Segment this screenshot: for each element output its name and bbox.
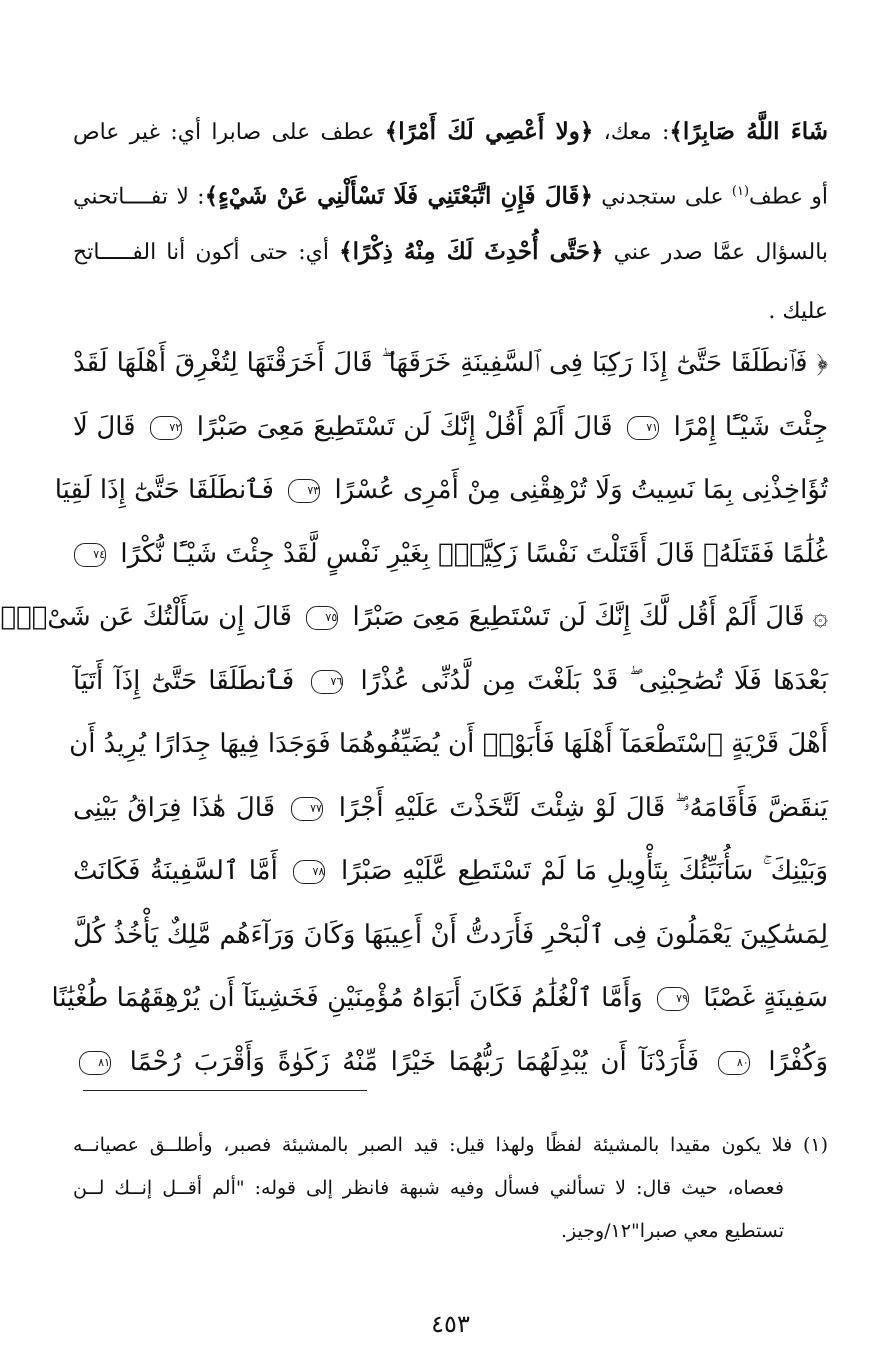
verse-text: وَأَمَّا ٱلْغُلَٰمُ فَكَانَ أَبَوَاهُ مُؤْمِنَيْنِ فَخَشِينَآ أَن يُرْهِقَهُمَا طُغْيَٰنًا xyxy=(51,983,643,1013)
commentary-text: أي: حتى أكون أنا الفـــــاتح xyxy=(73,240,340,265)
verse-text: قَالَ إِن سَأَلْتُكَ عَن شَىْءٍۭ xyxy=(0,602,292,632)
ayah-number-marker: ٨٠ xyxy=(718,1051,750,1075)
page-number: ٤٥٣ xyxy=(431,1310,470,1338)
quran-line xyxy=(54,465,828,529)
verse-text: لِمَسَٰكِينَ يَعْمَلُونَ فِى ٱلْبَحْرِ فَأَرَدتُّ أَنْ أَعِيبَهَا وَكَانَ وَرَآءَهُم مَّلِكٌ يَأْخُذُ كُلَّ xyxy=(73,919,828,950)
verse-text: غُلَٰمًا فَقَتَلَهُۥ قَالَ أَقَتَلْتَ نَفْسًا زَكِيَّةًۢ بِغَيْرِ نَفْسٍ لَّقَدْ جِئْتَ شَيْـًٔا نُّكْرًا xyxy=(120,538,828,569)
footnote-line: فعصاه، حيث قال: لا تسألني فسأل وفيه شبهة فانظر إلى قوله: "ألم أقــل إنــك لــن xyxy=(73,1177,784,1199)
verse-text: أَهْلَ قَرْيَةٍ ٱسْتَطْعَمَآ أَهْلَهَا فَأَبَوْا۟ أَن يُضَيِّفُوهُمَا فَوَجَدَا فِيهَا جِدَارًا يُرِيدُ أَن xyxy=(69,729,828,759)
verse-text: يَنقَضَّ فَأَقَامَهُۥ ۖ قَالَ لَوْ شِئْتَ لَتَّخَذْتَ عَلَيْهِ أَجْرًا xyxy=(338,792,829,823)
quran-quote: ﴿حَتَّى أُحْدِثَ لَكَ مِنْهُ ذِكْرًا﴾ xyxy=(339,238,604,265)
quran-line xyxy=(73,910,828,974)
ayah-number-marker: ٧٣ xyxy=(288,479,320,503)
commentary-text: أو عطف xyxy=(749,184,828,210)
quran-line xyxy=(73,529,828,593)
quran-line xyxy=(51,973,828,1037)
quran-text xyxy=(0,338,829,1100)
commentary-text: : لا تفــــاتحني xyxy=(73,184,205,210)
commentary-line-4: عليك . xyxy=(768,299,828,324)
ayah-number-marker: ٧٢ xyxy=(150,416,182,440)
verse-text: وَكُفْرًا xyxy=(768,1046,829,1077)
verse-text: جِئْتَ شَيْـًٔا إِمْرًا xyxy=(673,411,829,442)
verse-text: تُؤَاخِذْنِى بِمَا نَسِيتُ وَلَا تُرْهِقْنِى مِنْ أَمْرِى عُسْرًا xyxy=(334,475,828,505)
quran-line xyxy=(73,402,828,466)
verse-text: ﴿ فَٱنطَلَقَا حَتَّىٰٓ إِذَا رَكِبَا فِى ٱلسَّفِينَةِ خَرَقَهَا ۖ قَالَ أَخَرَقْتَهَا لِتُغْرِقَ أَهْلَهَا لَقَدْ xyxy=(73,348,828,378)
verse-text: فَأَرَدْنَآ أَن يُبْدِلَهُمَا رَبُّهُمَا خَيْرًا مِّنْهُ زَكَوٰةً وَأَقْرَبَ رُحْمًا xyxy=(129,1046,700,1077)
commentary-line-1 xyxy=(73,112,828,172)
commentary-text: عطف على صابرا أي: غير عاص xyxy=(73,120,385,145)
ayah-number-marker: ٧٦ xyxy=(311,670,343,694)
quran-quote: ﴿قَالَ فَإِنِ اتَّبَعْتَنِي فَلَا تَسْأَلْنِي عَنْ شَيْءٍ﴾ xyxy=(204,182,594,210)
verse-text: أَمَّا ٱلسَّفِينَةُ فَكَانَتْ xyxy=(73,856,278,886)
commentary-text: على ستجدني xyxy=(593,184,732,210)
commentary-line-2 xyxy=(73,172,828,232)
ayah-number-marker: ٧٥ xyxy=(306,606,338,630)
verse-text: سَفِينَةٍ غَصْبًا xyxy=(703,983,828,1013)
ayah-number-marker: ٧٧ xyxy=(291,797,323,821)
quran-line xyxy=(73,338,828,402)
ayah-number-marker: ٧١ xyxy=(627,416,659,440)
quran-quote: ﴿ولا أَعْصِي لَكَ أَمْرًا﴾ xyxy=(384,118,594,145)
verse-text: ۞ قَالَ أَلَمْ أَقُل لَّكَ إِنَّكَ لَن تَسْتَطِيعَ مَعِىَ صَبْرًا xyxy=(352,602,828,632)
verse-text: فَٱنطَلَقَا حَتَّىٰٓ إِذَا لَقِيَا xyxy=(54,475,274,505)
quran-line xyxy=(0,592,828,656)
quran-line xyxy=(73,783,828,847)
footnotes xyxy=(73,1130,828,1259)
verse-text: وَبَيْنِكَ ۚ سَأُنَبِّئُكَ بِتَأْوِيلِ مَا لَمْ تَسْتَطِع عَّلَيْهِ صَبْرًا xyxy=(340,856,828,886)
ayah-number-marker: ٧٩ xyxy=(657,987,689,1011)
commentary-text: بالسؤال عمَّا صدر عني xyxy=(603,240,829,265)
quran-quote: شَاءَ اللَّهُ صَابِرًا﴾ xyxy=(669,118,828,145)
ayah-number-marker: ٨١ xyxy=(79,1051,111,1075)
verse-text: فَٱنطَلَقَا حَتَّىٰٓ إِذَآ أَتَيَآ xyxy=(73,665,295,696)
footnote-separator xyxy=(83,1090,367,1091)
verse-text: قَالَ لَا xyxy=(73,411,136,442)
quran-line xyxy=(73,656,828,720)
tafsir-commentary xyxy=(73,112,828,352)
footnote-marker: (١) xyxy=(731,184,750,199)
quran-line xyxy=(69,719,828,783)
commentary-line-3 xyxy=(73,232,828,292)
ayah-number-marker: ٧٤ xyxy=(74,543,106,567)
commentary-text: : معك، xyxy=(593,120,670,145)
verse-text: قَالَ أَلَمْ أَقُلْ إِنَّكَ لَن تَسْتَطِيعَ مَعِىَ صَبْرًا xyxy=(196,411,613,442)
footnote-line: تستطيع معي صبرا"١٢/وجيز. xyxy=(560,1220,784,1242)
footnote-line: (١) فلا يكون مقيدا بالمشيئة لفظًا ولهذا قيل: قيد الصبر بالمشيئة فصبر، وأطلــق عصيانــه xyxy=(73,1134,828,1156)
verse-text: قَالَ هَٰذَا فِرَاقُ بَيْنِى xyxy=(73,792,276,823)
quran-line xyxy=(73,846,828,910)
ayah-number-marker: ٧٨ xyxy=(293,860,325,884)
verse-text: بَعْدَهَا فَلَا تُصَٰحِبْنِى ۖ قَدْ بَلَغْتَ مِن لَّدُنِّى عُذْرًا xyxy=(360,665,829,696)
